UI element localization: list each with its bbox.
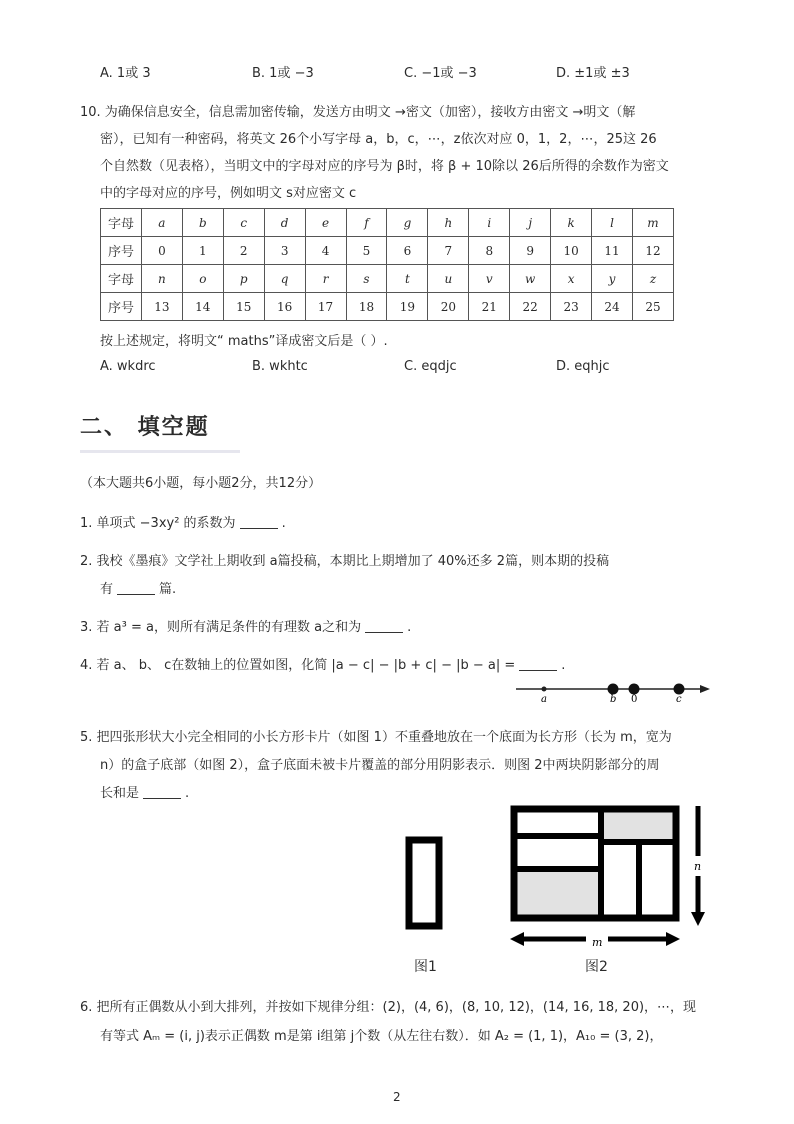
table-header-cell: 序号 <box>101 293 142 321</box>
answer-blank[interactable] <box>365 620 403 633</box>
fill-q4 <box>80 654 565 673</box>
table-cell: t <box>387 265 428 293</box>
table-cell: n <box>141 265 182 293</box>
table-cell: q <box>264 265 305 293</box>
table-cell: 25 <box>632 293 673 321</box>
q10-question: 按上述规定，将明文“ maths”译成密文后是（ ）. <box>100 334 388 349</box>
figure-1-card <box>405 836 445 930</box>
origin-dot <box>629 684 640 695</box>
q9-option-c: C. −1或 −3 <box>404 66 477 81</box>
table-cell: 20 <box>428 293 469 321</box>
table-cell: 7 <box>428 237 469 265</box>
fill-q6-line-2: 有等式 Aₘ = (i, j)表示正偶数 m是第 i组第 j个数（从左往右数）．如 A₂ = (1, 1)，A₁₀ = (3, 2)， <box>100 1029 663 1044</box>
shaded-region-bottom <box>514 872 598 918</box>
table-cell: v <box>469 265 510 293</box>
number-line-arrow <box>700 685 710 693</box>
m-arrow-right-head <box>666 932 680 946</box>
table-cell: l <box>592 209 633 237</box>
table-cell: r <box>305 265 346 293</box>
answer-blank[interactable] <box>143 786 181 799</box>
table-cell: i <box>469 209 510 237</box>
q9-option-a: A. 1或 3 <box>100 66 151 81</box>
fill-q5-line-1: 5. 把四张形状大小完全相同的小长方形卡片（如图 1）不重叠地放在一个底面为长方形（长为 m，宽为 <box>80 730 672 745</box>
table-cell: 9 <box>510 237 551 265</box>
m-arrow-left-head <box>510 932 524 946</box>
fill-q1 <box>80 512 286 531</box>
figure-2-box <box>500 796 716 952</box>
point-b-dot <box>608 684 619 695</box>
table-cell: 3 <box>264 237 305 265</box>
table-cell: z <box>632 265 673 293</box>
table-cell: k <box>551 209 592 237</box>
fill-q4-text: 4. 若 a、 b、 c在数轴上的位置如图，化简 |a − c| − |b + c| − |b − a| = <box>80 658 516 673</box>
fill-q2-line-1: 2. 我校《墨痕》文学社上期收到 a篇投稿，本期比上期增加了 40%还多 2篇，则本期的投稿 <box>80 554 610 569</box>
table-cell: m <box>632 209 673 237</box>
table-cell: x <box>551 265 592 293</box>
q10-option-b: B. wkhtc <box>252 359 308 374</box>
table-cell: 13 <box>141 293 182 321</box>
number-line-figure <box>510 676 714 702</box>
section-title: 二、 填空题 <box>80 415 210 440</box>
table-cell: 10 <box>551 237 592 265</box>
figure-2-caption: 图2 <box>585 959 608 975</box>
q10-line-1: 10. 为确保信息安全，信息需加密传输，发送方由明文 →密文（加密），接收方由密文 →明文（解 <box>80 105 636 120</box>
n-arrow-head <box>691 912 705 926</box>
table-row <box>101 265 674 293</box>
fill-q3-text: 3. 若 a³ = a，则所有满足条件的有理数 a之和为 <box>80 620 362 635</box>
table-cell: c <box>223 209 264 237</box>
cipher-table <box>100 208 674 321</box>
table-cell: j <box>510 209 551 237</box>
fill-q5-pre: 长和是 <box>100 786 140 801</box>
table-cell: 4 <box>305 237 346 265</box>
fill-q1-end: . <box>281 516 286 531</box>
q10-option-d: D. eqhjc <box>556 359 610 374</box>
point-a-dot <box>542 687 547 692</box>
table-row <box>101 293 674 321</box>
table-cell: 16 <box>264 293 305 321</box>
label-b: b <box>610 694 617 702</box>
table-cell: o <box>182 265 223 293</box>
fill-q4-end: . <box>561 658 566 673</box>
fill-q1-text: 1. 单项式 −3xy² 的系数为 <box>80 516 236 531</box>
table-header-cell: 字母 <box>101 209 142 237</box>
label-m: m <box>592 936 603 949</box>
label-zero: 0 <box>631 694 638 702</box>
fill-q3-end: . <box>407 620 412 635</box>
fill-q2-pre: 有 <box>100 582 114 597</box>
table-cell: e <box>305 209 346 237</box>
table-cell: h <box>428 209 469 237</box>
label-a: a <box>541 694 547 702</box>
q10-option-a: A. wkdrc <box>100 359 156 374</box>
table-cell: 14 <box>182 293 223 321</box>
table-cell: s <box>346 265 387 293</box>
fill-q6-line-1: 6. 把所有正偶数从小到大排列，并按如下规律分组：(2)，(4, 6)，(8, 10, 12)，(14, 16, 18, 20)，⋯，现 <box>80 1000 697 1015</box>
fill-q5-line-2: n）的盒子底部（如图 2），盒子底面未被卡片覆盖的部分用阴影表示．则图 2中两块阴影部分的周 <box>100 758 660 773</box>
table-cell: 2 <box>223 237 264 265</box>
table-cell: 1 <box>182 237 223 265</box>
section-title-underline <box>80 450 240 453</box>
figure-1-caption: 图1 <box>414 959 437 975</box>
table-cell: y <box>592 265 633 293</box>
table-cell: 21 <box>469 293 510 321</box>
table-cell: 11 <box>592 237 633 265</box>
answer-blank[interactable] <box>117 582 155 595</box>
point-c-dot <box>674 684 685 695</box>
table-cell: g <box>387 209 428 237</box>
table-cell: f <box>346 209 387 237</box>
table-cell: b <box>182 209 223 237</box>
table-cell: 8 <box>469 237 510 265</box>
shaded-region-top <box>604 809 676 839</box>
section-note: （本大题共6小题，每小题2分，共12分） <box>80 476 322 491</box>
table-cell: 0 <box>141 237 182 265</box>
q10-line-4: 中的字母对应的序号，例如明文 s对应密文 c <box>100 186 357 201</box>
table-cell: 23 <box>551 293 592 321</box>
table-cell: 17 <box>305 293 346 321</box>
table-cell: u <box>428 265 469 293</box>
table-cell: 24 <box>592 293 633 321</box>
fill-q2-post: 篇. <box>159 582 177 597</box>
answer-blank[interactable] <box>240 516 278 529</box>
table-cell: d <box>264 209 305 237</box>
table-cell: 19 <box>387 293 428 321</box>
table-cell: a <box>141 209 182 237</box>
table-header-cell: 序号 <box>101 237 142 265</box>
table-cell: 6 <box>387 237 428 265</box>
table-cell: 22 <box>510 293 551 321</box>
q10-line-3: 个自然数（见表格），当明文中的字母对应的序号为 β时，将 β + 10除以 26后所得的余数作为密文 <box>100 159 669 174</box>
q9-option-b: B. 1或 −3 <box>252 66 314 81</box>
table-cell: 12 <box>632 237 673 265</box>
label-n: n <box>694 860 702 873</box>
page-number: 2 <box>393 1090 401 1104</box>
fill-q3 <box>80 616 411 635</box>
fill-q2-line-2 <box>100 578 176 597</box>
table-row <box>101 209 674 237</box>
fill-q5-line-3 <box>100 782 189 801</box>
table-cell: 5 <box>346 237 387 265</box>
label-c: c <box>676 694 682 702</box>
table-cell: w <box>510 265 551 293</box>
table-row <box>101 237 674 265</box>
table-cell: p <box>223 265 264 293</box>
table-cell: 18 <box>346 293 387 321</box>
q10-line-2: 密），已知有一种密码，将英文 26个小写字母 a，b，c，⋯，z依次对应 0，1，2，⋯，25这 26 <box>100 132 657 147</box>
answer-blank[interactable] <box>519 658 557 671</box>
table-header-cell: 字母 <box>101 265 142 293</box>
q10-option-c: C. eqdjc <box>404 359 457 374</box>
table-cell: 15 <box>223 293 264 321</box>
q9-option-d: D. ±1或 ±3 <box>556 66 630 81</box>
fill-q5-post: . <box>185 786 190 801</box>
